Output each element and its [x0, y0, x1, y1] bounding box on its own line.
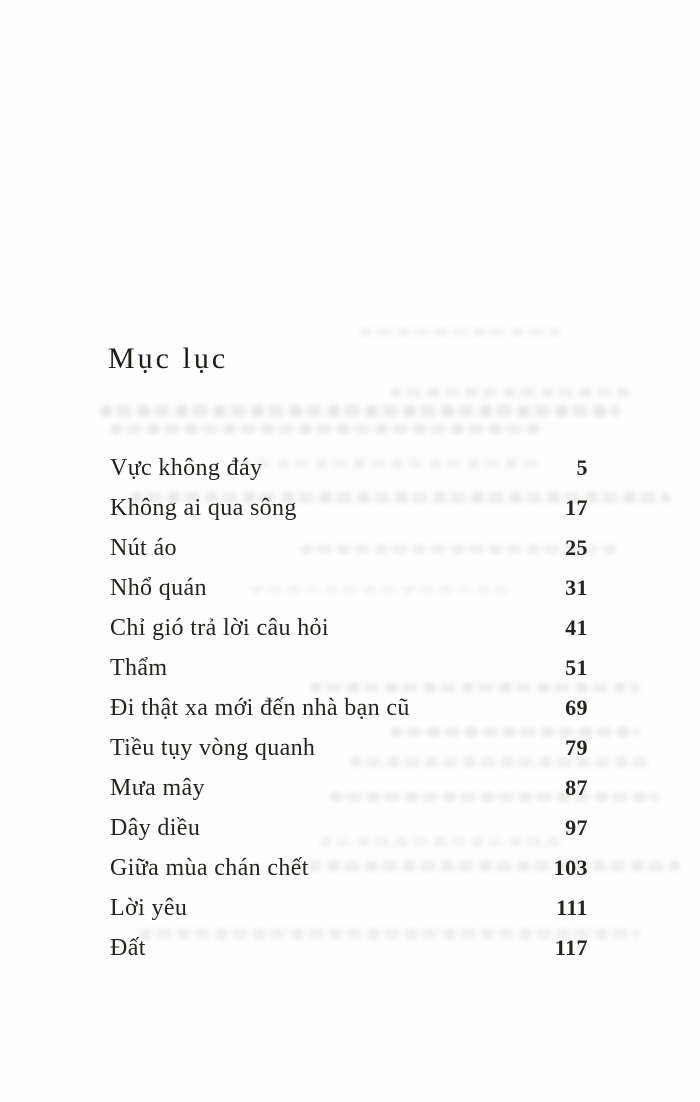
toc-entry-page: 25 [565, 535, 588, 560]
toc-entry-title: Mưa mây [110, 775, 205, 801]
toc-entry-page: 5 [576, 455, 588, 480]
toc-entry-page: 51 [565, 655, 588, 680]
toc-entry-title: Vực không đáy [110, 455, 263, 481]
table-row [110, 848, 588, 888]
toc-entry-title: Lời yêu [110, 895, 188, 921]
table-row [110, 488, 588, 528]
table-of-contents [110, 448, 588, 968]
toc-entry-title: Nhổ quán [110, 575, 207, 601]
toc-entry-page: 97 [565, 815, 588, 840]
toc-entry-title: Dây diều [110, 815, 201, 841]
toc-entry-title: Đất [110, 935, 146, 961]
bleed-through-smudge [360, 328, 560, 336]
bleed-through-smudge [100, 405, 620, 417]
toc-entry-title: Chỉ gió trả lời câu hỏi [110, 615, 329, 641]
table-row [110, 888, 588, 928]
toc-entry-page: 111 [556, 895, 588, 920]
table-row [110, 688, 588, 728]
toc-entry-page: 87 [565, 775, 588, 800]
table-row [110, 448, 588, 488]
table-row [110, 768, 588, 808]
table-row [110, 728, 588, 768]
toc-entry-title: Đi thật xa mới đến nhà bạn cũ [110, 695, 410, 721]
toc-entry-page: 103 [553, 855, 588, 880]
table-row [110, 928, 588, 968]
toc-entry-title: Thẩm [110, 655, 168, 681]
table-row [110, 808, 588, 848]
table-row [110, 608, 588, 648]
toc-entry-page: 117 [554, 935, 588, 960]
toc-entry-page: 41 [565, 615, 588, 640]
bleed-through-smudge [390, 388, 630, 397]
toc-entry-title: Không ai qua sông [110, 495, 297, 521]
toc-entry-title: Giữa mùa chán chết [110, 855, 309, 881]
toc-entry-page: 69 [565, 695, 588, 720]
table-row [110, 648, 588, 688]
toc-entry-page: 17 [565, 495, 588, 520]
toc-entry-page: 79 [565, 735, 588, 760]
table-row [110, 568, 588, 608]
table-row [110, 528, 588, 568]
bleed-through-smudge [110, 424, 540, 434]
toc-entry-page: 31 [565, 575, 588, 600]
page-title: Mục lục [108, 342, 229, 375]
toc-entry-title: Tiều tụy vòng quanh [110, 735, 316, 761]
toc-entry-title: Nút áo [110, 535, 177, 561]
